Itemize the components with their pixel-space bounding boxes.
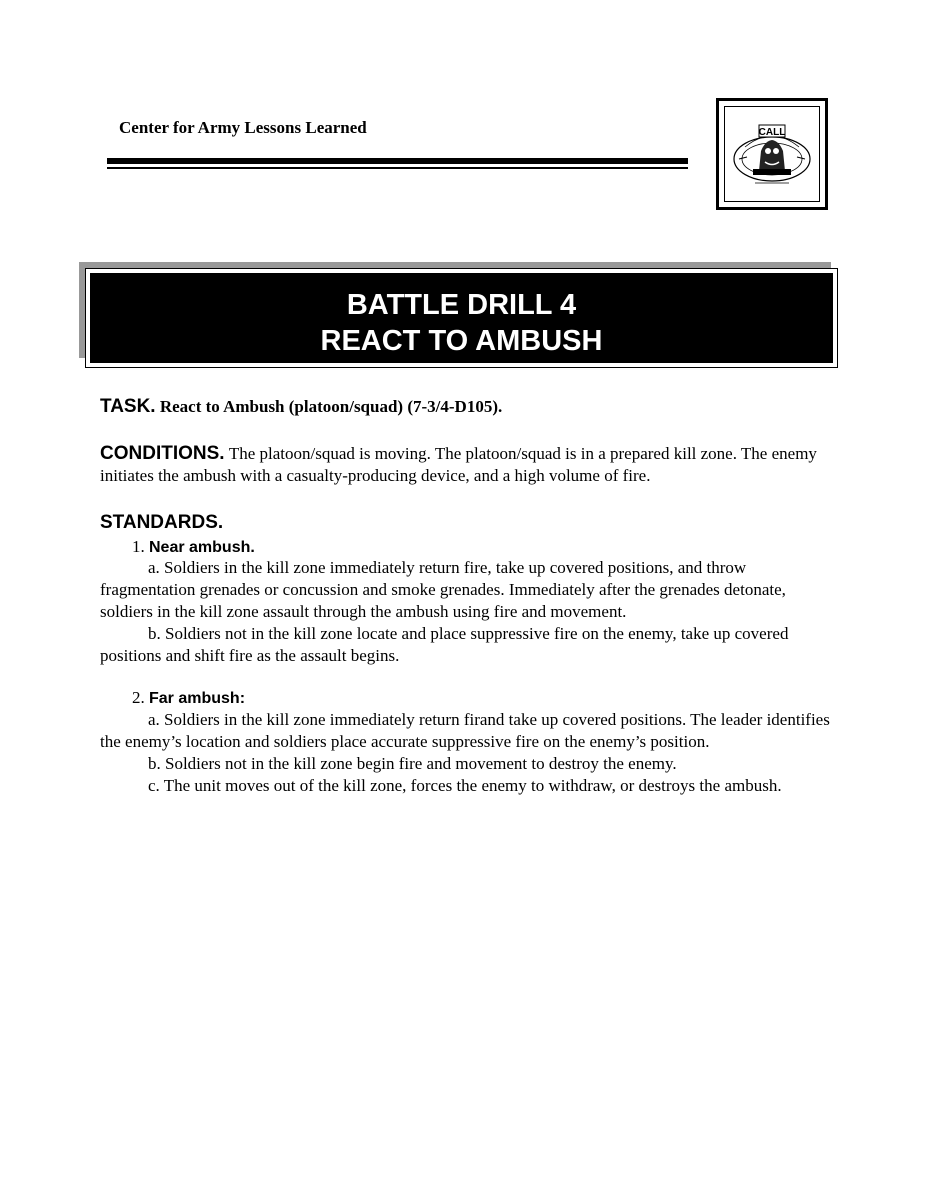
list-item: c. The unit moves out of the kill zone, forces the enemy to withdraw, or destroys the ambush. xyxy=(148,776,782,795)
conditions-section xyxy=(100,443,826,487)
section-title: Far ambush: xyxy=(149,690,246,707)
section-heading-far xyxy=(132,687,832,710)
title-banner-fill xyxy=(90,273,833,363)
drill-number-title: BATTLE DRILL 4 xyxy=(346,289,577,321)
drill-name-title: REACT TO AMBUSH xyxy=(320,325,603,357)
conditions-text: The platoon/squad is moving. The platoon/squad is in a prepared kill zone. The enemy initiates the ambush with a casualty-producing device, and a high volume of fire. xyxy=(100,444,817,485)
title-banner xyxy=(85,268,838,368)
call-logo xyxy=(716,98,828,210)
list-item: a. Soldiers in the kill zone immediately return firand take up covered positions. The leader identifies the enemy’s location and soldiers place accurate suppressive fire on the enemy’s position. xyxy=(100,710,830,751)
logo-text: CALL xyxy=(758,127,786,138)
call-emblem-icon xyxy=(724,106,820,202)
section-heading-near xyxy=(132,536,832,559)
conditions-label: CONDITIONS. xyxy=(100,443,225,464)
standards-section xyxy=(100,512,840,534)
task-label: TASK. xyxy=(100,396,156,417)
list-item: a. Soldiers in the kill zone immediately return fire, take up covered positions, and throw fragmentation grenades or concussion and smoke grenades. Immediately after the grenades detonate, soldiers in the kill zone assault through the ambush using fire and movement. xyxy=(100,558,786,621)
standards-label: STANDARDS. xyxy=(100,512,224,533)
organization-name: Center for Army Lessons Learned xyxy=(119,118,367,137)
list-item: b. Soldiers not in the kill zone locate and place suppressive fire on the enemy, take up covered positions and shift fire as the assault begins. xyxy=(100,624,789,665)
task-text: React to Ambush (platoon/squad) (7-3/4-D105). xyxy=(159,397,503,416)
section-number: 2. xyxy=(132,688,145,707)
header-rule-thick xyxy=(107,158,688,164)
list-item: b. Soldiers not in the kill zone begin fire and movement to destroy the enemy. xyxy=(148,754,677,773)
header-rule-thin xyxy=(107,167,688,169)
section-title: Near ambush. xyxy=(149,539,255,556)
task-section xyxy=(100,396,840,418)
section-number: 1. xyxy=(132,537,145,556)
